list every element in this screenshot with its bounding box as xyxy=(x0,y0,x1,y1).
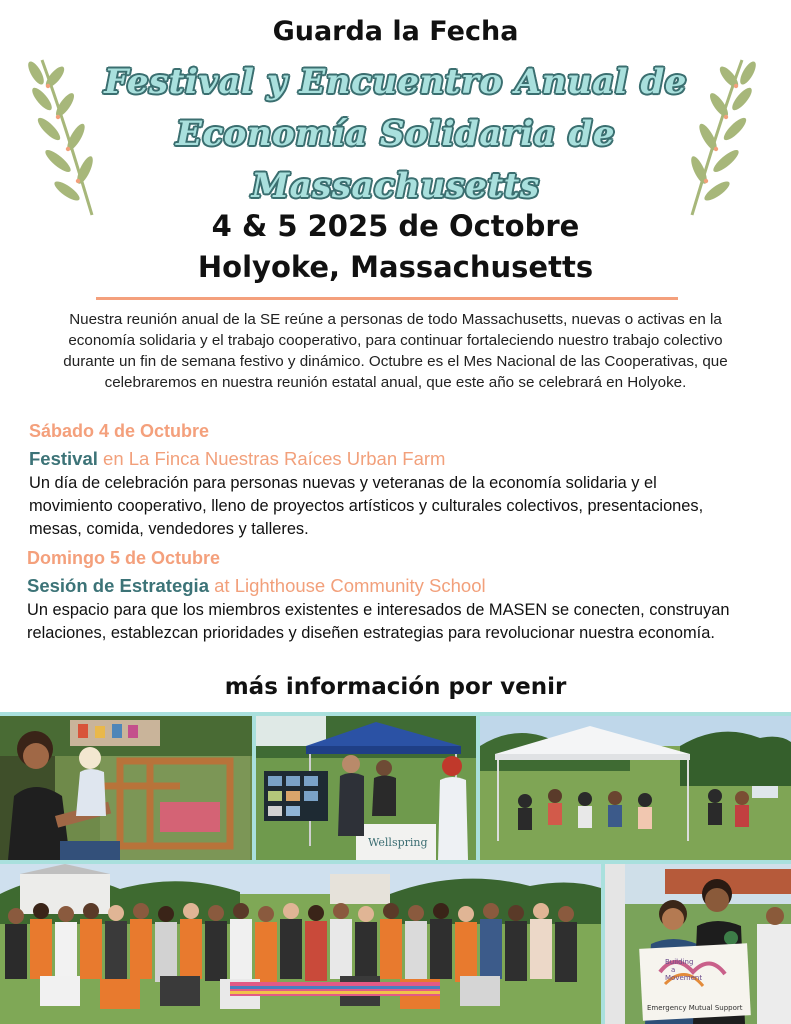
festival-title-line-3: Massachusetts xyxy=(251,166,540,206)
festival-title-line-1: Festival y Encuentro Anual de xyxy=(104,62,687,102)
poster-line-3: Movement xyxy=(665,974,703,982)
photo-poster xyxy=(605,864,791,1024)
photo-white-tent-field xyxy=(480,716,791,860)
saturday-event-name: Festival xyxy=(29,448,98,469)
save-the-date-heading: Guarda la Fecha xyxy=(272,16,519,47)
more-info-heading: más información por venir xyxy=(224,674,567,700)
photo-group xyxy=(0,864,601,1024)
tent-banner-text: Wellspring xyxy=(368,836,428,849)
poster-line-1: Building xyxy=(665,958,694,966)
sunday-day-label: Domingo 5 de Octubre xyxy=(27,548,221,568)
saturday-event-location: en La Finca Nuestras Raíces Urban Farm xyxy=(103,448,446,469)
festival-title xyxy=(95,56,696,212)
intro-paragraph: Nuestra reunión anual de la SE reúne a personas de todo Massachusetts, nuevas o activas en la economía solidaria y el trabajo cooperativo, para continuar fortaleciendo nuestro trabajo colectivo durante un fin de semana festivo y dinámico. Octubre es el Mes Nacional de las Cooperativas, que celebraremos en nuestra reunión estatal anual, que este año se celebrará en Holyoke. xyxy=(63,311,728,391)
saturday-description: Un día de celebración para personas nuevas y veteranas de la economía solidaria y el movimiento cooperativo, lleno de proyectos artísticos y culturales colectivos, presentaciones, mesas, comida, vendedores y talleres. xyxy=(29,474,704,538)
festival-title-line-2: Economía Solidaria de xyxy=(176,114,615,154)
poster-line-2: a xyxy=(671,966,676,974)
saturday-day-label: Sábado 4 de Octubre xyxy=(29,421,210,441)
sunday-event-location: at Lighthouse Community School xyxy=(214,575,486,596)
sunday-event-name: Sesión de Estrategia xyxy=(27,575,209,596)
poster-caption: Emergency Mutual Support xyxy=(647,1004,743,1012)
sunday-description: Un espacio para que los miembros existentes e interesados de MASEN se conecten, construyan relaciones, establezcan prioridades y diseñen estrategias para revolucionar nuestra economía. xyxy=(27,601,730,642)
orange-divider xyxy=(96,297,678,300)
photo-tent-display xyxy=(256,716,476,860)
sunday-event-line xyxy=(27,575,486,597)
saturday-event-line xyxy=(29,448,445,470)
event-date: 4 & 5 2025 de Octobre xyxy=(211,209,580,243)
photo-weaving-loom xyxy=(0,716,252,860)
event-place: Holyoke, Massachusetts xyxy=(197,250,594,284)
photo-strip xyxy=(0,712,791,1024)
